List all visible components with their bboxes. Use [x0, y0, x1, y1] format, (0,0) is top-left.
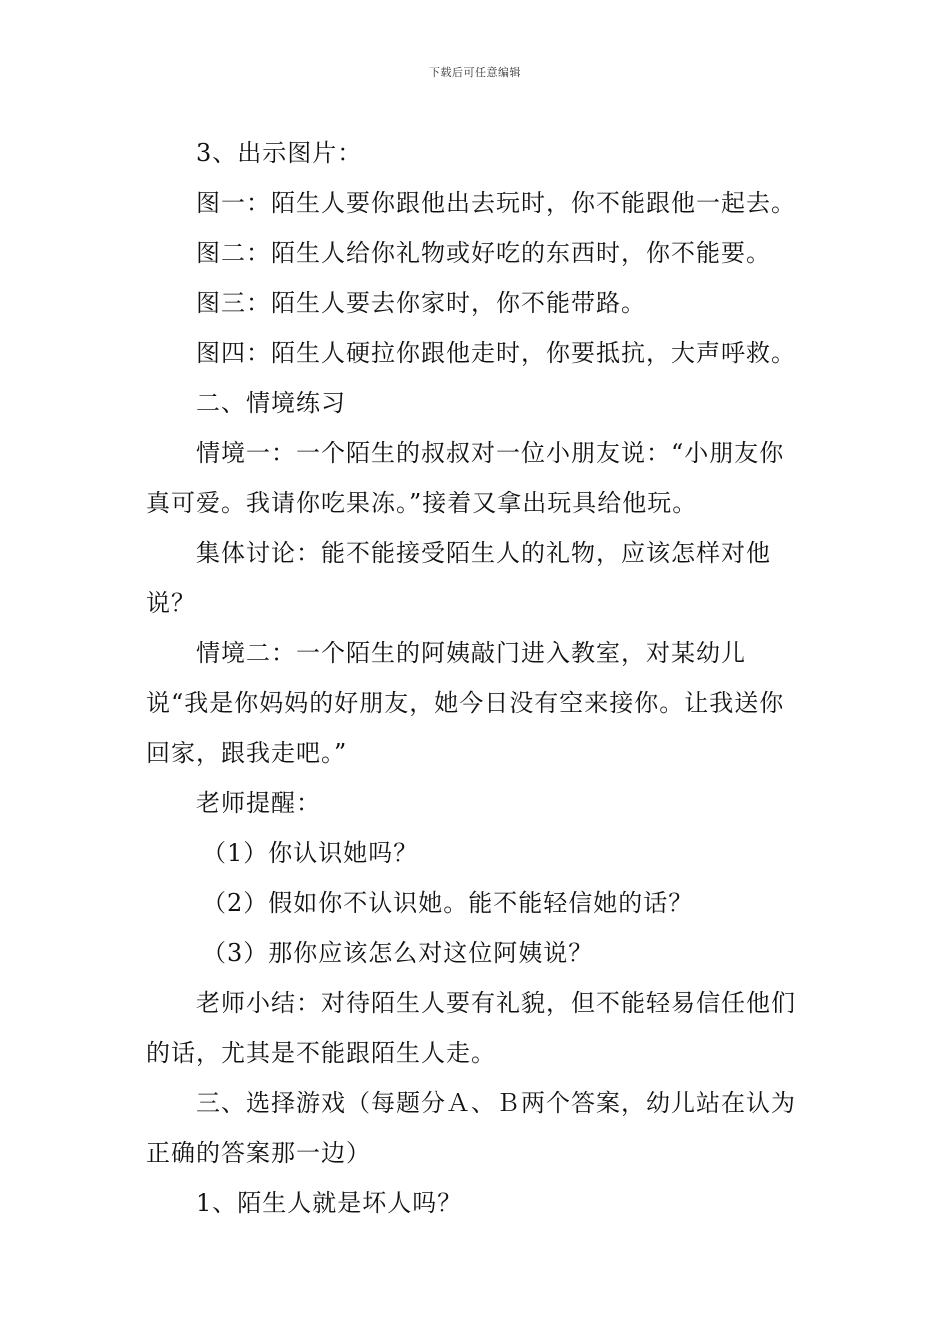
section-heading-scenario-practice: 二、情境练习 [196, 389, 346, 417]
section-heading-choice-game: 三、选择游戏（每题分Ａ、Ｂ两个答案，幼儿站在认为正确的答案那一边） [146, 1089, 796, 1167]
paragraph-group-discussion: 集体讨论：能不能接受陌生人的礼物，应该怎样对他说？ [146, 539, 771, 617]
page-header: 下载后可任意编辑 [429, 66, 521, 79]
paragraph-show-pictures: 3、出示图片： [196, 139, 363, 167]
paragraph-picture-three: 图三：陌生人要去你家时，你不能带路。 [196, 289, 646, 317]
paragraph-scenario-two: 情境二：一个陌生的阿姨敲门进入教室，对某幼儿说“我是你妈妈的好朋友，她今日没有空来接你。让我送你回家，跟我走吧。” [146, 639, 785, 767]
paragraph-teacher-reminder: 老师提醒： [196, 789, 321, 817]
list-item-question-1: （1）你认识她吗？ [202, 839, 419, 867]
paragraph-picture-one: 图一：陌生人要你跟他出去玩时，你不能跟他一起去。 [196, 189, 796, 217]
list-item-question-3: （3）那你应该怎么对这位阿姨说？ [202, 939, 594, 967]
document-body [146, 128, 806, 1228]
paragraph-picture-two: 图二：陌生人给你礼物或好吃的东西时，你不能要。 [196, 239, 771, 267]
paragraph-scenario-one: 情境一：一个陌生的叔叔对一位小朋友说：“小朋友你真可爱。我请你吃果冻。”接着又拿出玩具给他玩。 [146, 439, 785, 517]
paragraph-teacher-summary: 老师小结：对待陌生人要有礼貌，但不能轻易信任他们的话，尤其是不能跟陌生人走。 [146, 989, 796, 1067]
list-item-question-2: （2）假如你不认识她。能不能轻信她的话？ [202, 889, 694, 917]
paragraph-picture-four: 图四：陌生人硬拉你跟他走时，你要抵抗，大声呼救。 [196, 339, 796, 367]
paragraph-question-one: 1、陌生人就是坏人吗？ [196, 1189, 463, 1217]
